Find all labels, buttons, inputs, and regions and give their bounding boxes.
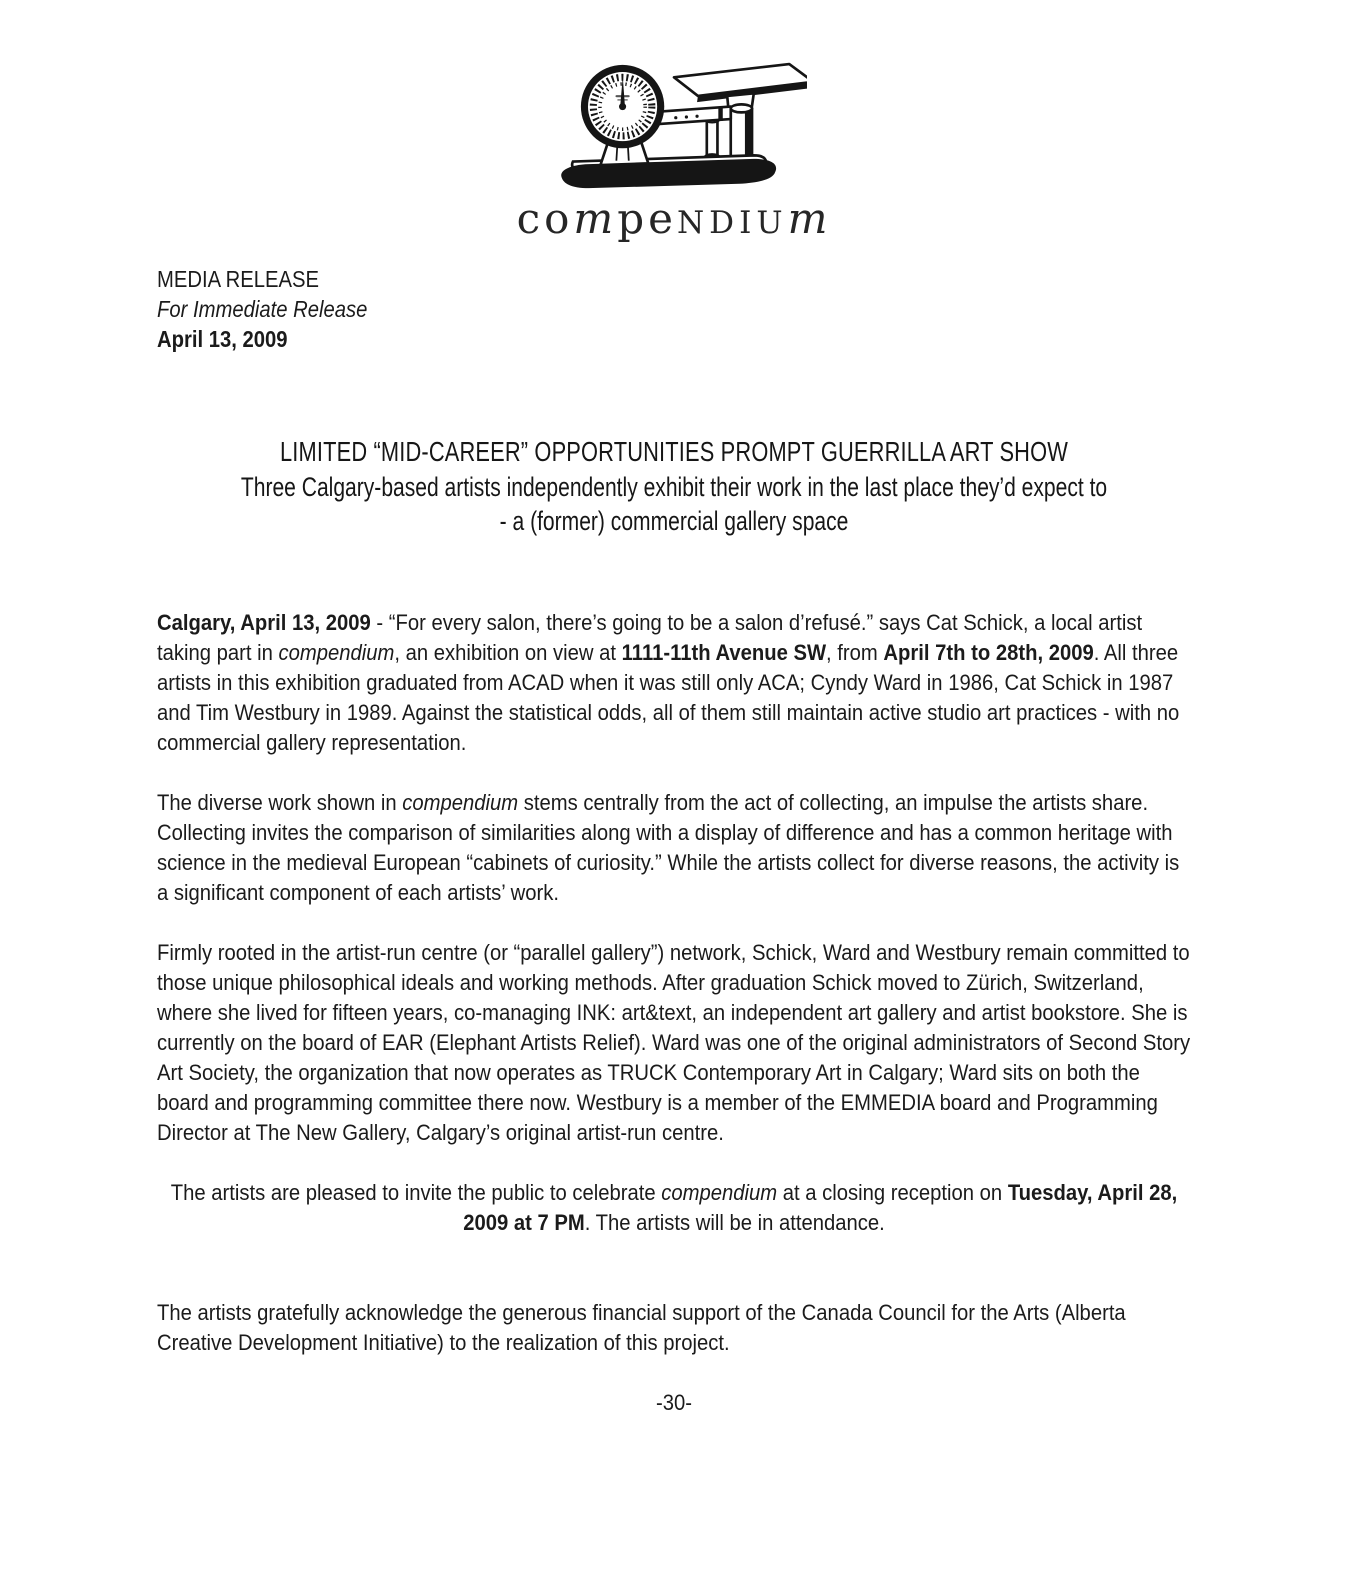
- venue-address: 1111-11th Avenue SW: [621, 640, 827, 665]
- exhibition-title: compendium: [402, 790, 519, 815]
- masthead: [157, 264, 1191, 354]
- release-timing-line: For Immediate Release: [157, 296, 368, 322]
- subheadline-line2: - a (former) commercial gallery space: [499, 506, 849, 536]
- paragraph-artist-backgrounds: [157, 938, 1191, 1148]
- wordmark-part: NDIU: [676, 205, 788, 241]
- wordmark-part: pe: [617, 194, 677, 243]
- paragraph-reception-invite: [157, 1178, 1191, 1238]
- vintage-weighing-scale-icon: [541, 56, 807, 198]
- dateline: Calgary, April 13, 2009: [157, 610, 371, 635]
- wordmark-part: m: [787, 194, 832, 243]
- paragraph-intro: [157, 608, 1191, 758]
- text-run: , an exhibition on view at: [394, 640, 622, 665]
- exhibition-dates: April 7th to 28th, 2009: [883, 640, 1094, 665]
- subheadline-line1: Three Calgary-based artists independently exhibit their work in the last place they’d expect to: [240, 472, 1108, 502]
- reception-datetime: Tuesday, April 28, 2009 at 7 PM: [463, 1180, 1178, 1235]
- content-column: [157, 264, 1191, 1418]
- text-run: stems centrally from the act of collecting, an impulse the artists share. Collecting invites the comparison of similarities along with a display of difference and has a common heritage with science in the medieval European “cabinets of curiosity.” While the artists collect for diverse reasons, the activity is a significant component of each artists’ work.: [157, 790, 1180, 905]
- headline: LIMITED “MID-CAREER” OPPORTUNITIES PROMPT GUERRILLA ART SHOW: [279, 436, 1069, 467]
- paragraph-collecting: [157, 788, 1191, 908]
- text-run: The artists gratefully acknowledge the generous financial support of the Canada Council for the Arts (Alberta Creative Development Initiative) to the realization of this project.: [157, 1300, 1126, 1355]
- paragraph-acknowledgement: [157, 1298, 1191, 1358]
- media-release-label: MEDIA RELEASE: [157, 266, 319, 292]
- end-mark: [157, 1388, 1191, 1418]
- text-run: . The artists will be in attendance.: [584, 1210, 885, 1235]
- text-run: Firmly rooted in the artist-run centre (or “parallel gallery”) network, Schick, Ward and Westbury remain committed to those unique philosophical ideals and working methods. After graduation Schick moved to Zürich, Switzerland, where she lived for fifteen years, co-managing INK: art&text, an independent art gallery and artist bookstore. She is currently on the board of EAR (Elephant Artists Relief). Ward was one of the original administrators of Second Story Art Society, the organization that now operates as TRUCK Contemporary Art in Calgary; Ward sits on both the board and programming committee there now. Westbury is a member of the EMMEDIA board and Programming Director at The New Gallery, Calgary’s original artist-run centre.: [157, 940, 1191, 1145]
- text-run: The artists are pleased to invite the public to celebrate: [170, 1180, 662, 1205]
- headline-block: [157, 434, 1191, 538]
- text-run: - “For every salon, there’s going to be a salon d’refusé.” says Cat Schick, a local artist taking part in: [157, 610, 1143, 665]
- wordmark-part: m: [573, 194, 618, 243]
- exhibition-title: compendium: [278, 640, 395, 665]
- wordmark-part: co: [516, 194, 574, 243]
- end-mark-text: -30-: [656, 1390, 693, 1415]
- text-run: . All three artists in this exhibition graduated from ACAD when it was still only ACA; Cyndy Ward in 1986, Cat Schick in 1987 and Tim Westbury in 1989. Against the statistical odds, all of them still maintain active studio art practices - with no commercial gallery representation.: [157, 640, 1180, 755]
- logo-wordmark: [0, 194, 1348, 248]
- release-date: April 13, 2009: [157, 326, 288, 352]
- text-run: The diverse work shown in: [157, 790, 403, 815]
- exhibition-title: compendium: [661, 1180, 778, 1205]
- body-text: [157, 608, 1191, 1358]
- text-run: at a closing reception on: [777, 1180, 1008, 1205]
- text-run: , from: [826, 640, 884, 665]
